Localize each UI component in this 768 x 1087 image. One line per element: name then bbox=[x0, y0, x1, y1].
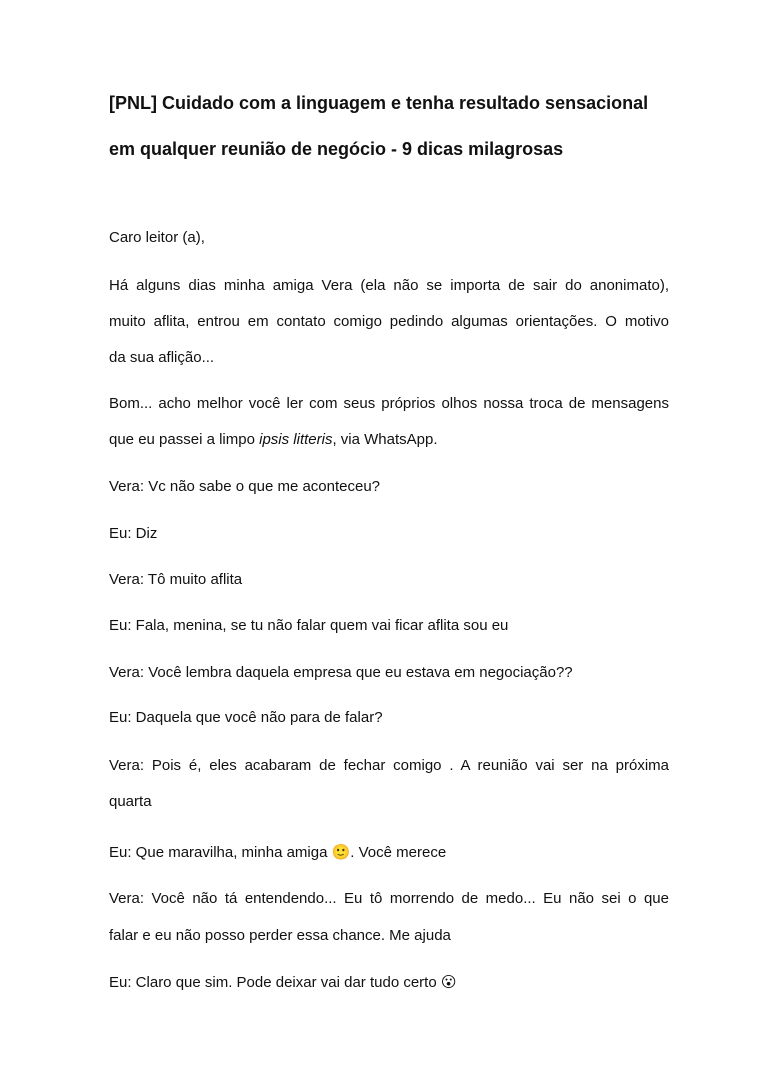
paragraph-2-text-b: , via WhatsApp. bbox=[332, 431, 438, 448]
title-line-2: em qualquer reunião de negócio - 9 dicas milagrosas bbox=[109, 139, 564, 159]
dialogue-line-vera-medo-2: falar e eu não posso perder essa chance. Me ajuda bbox=[109, 927, 451, 944]
greeting: Caro leitor (a), bbox=[109, 229, 205, 246]
dialogue-line: Vera: Você lembra daquela empresa que eu estava em negociação?? bbox=[109, 664, 573, 681]
paragraph-2-line-2 bbox=[109, 430, 669, 450]
dialogue-line-vera-pois-2: quarta bbox=[109, 793, 152, 810]
dialogue-line-eu-claro bbox=[109, 972, 669, 993]
paragraph-1-line-3: da sua aflição... bbox=[109, 349, 215, 366]
surprised-emoji-icon: 😮 bbox=[440, 973, 457, 991]
paragraph-1-line-2: muito aflita, entrou em contato comigo pedindo algumas orientações. O motivo bbox=[109, 313, 669, 330]
paragraph-2-text-a: que eu passei a limpo bbox=[109, 431, 260, 448]
dialogue-line: Eu: Fala, menina, se tu não falar quem vai ficar aflita sou eu bbox=[109, 617, 509, 634]
paragraph-2-line-1: Bom... acho melhor você ler com seus próprios olhos nossa troca de mensagens bbox=[109, 395, 669, 412]
dialogue-line: Eu: Diz bbox=[109, 525, 158, 542]
dialogue-line-vera-medo-1: Vera: Você não tá entendendo... Eu tô morrendo de medo... Eu não sei o que bbox=[109, 890, 669, 907]
dialogue-line-vera-pois-1: Vera: Pois é, eles acabaram de fechar comigo . A reunião vai ser na próxima bbox=[109, 757, 669, 774]
latin-phrase: ipsis litteris bbox=[259, 431, 333, 448]
dialogue-line-eu-maravilha bbox=[109, 842, 669, 863]
title-line-1: [PNL] Cuidado com a linguagem e tenha resultado sensacional bbox=[109, 93, 649, 113]
document-title bbox=[109, 80, 669, 172]
dialogue-line: Vera: Tô muito aflita bbox=[109, 571, 243, 588]
eu-claro-text: Eu: Claro que sim. Pode deixar vai dar tudo certo bbox=[109, 974, 441, 991]
dialogue-line: Vera: Vc não sabe o que me aconteceu? bbox=[109, 478, 381, 495]
eu-maravilha-end: . Você merece bbox=[350, 844, 447, 861]
eu-maravilha-text: Eu: Que maravilha, minha amiga bbox=[109, 844, 332, 861]
dialogue-line: Eu: Daquela que você não para de falar? bbox=[109, 709, 383, 726]
paragraph-1-line-1: Há alguns dias minha amiga Vera (ela não se importa de sair do anonimato), bbox=[109, 277, 669, 294]
smile-emoji-icon: 🙂 bbox=[331, 843, 351, 861]
